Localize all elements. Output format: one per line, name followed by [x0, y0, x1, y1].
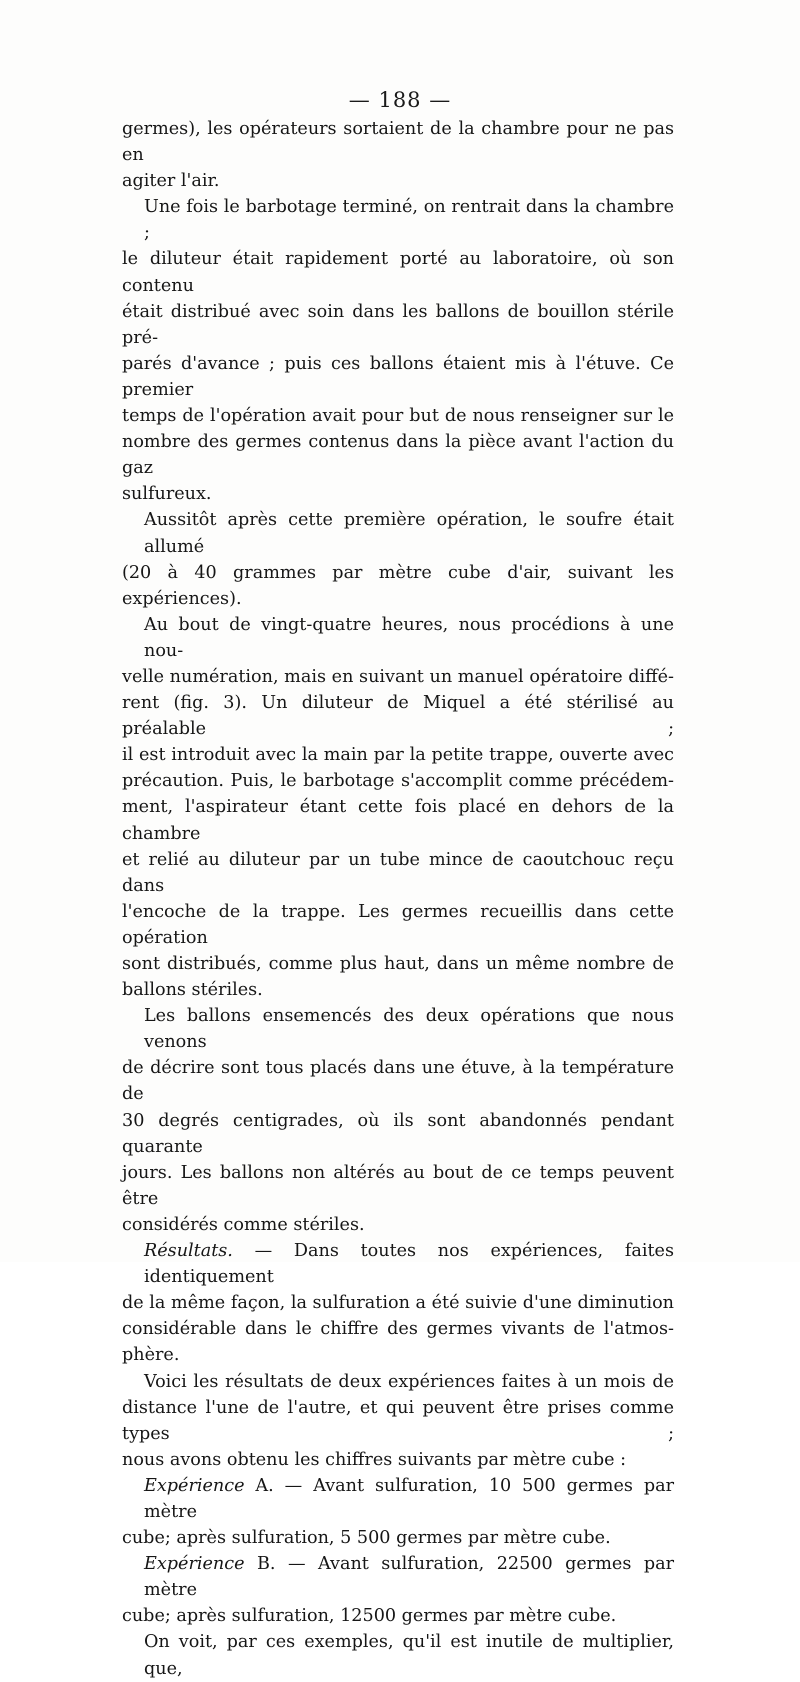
paragraph: [122, 116, 674, 194]
section-lead: Résultats.: [144, 1241, 233, 1262]
text-line: [122, 1551, 674, 1603]
text-line: cube; après sulfuration, 12500 germes par mètre cube.: [122, 1606, 617, 1627]
text-line: Aussitôt après cette première opération, le soufre était allumé: [144, 510, 674, 557]
text-line: précaution. Puis, le barbotage s'accomplit comme précédem-: [122, 771, 674, 792]
experiment-label: Expérience: [144, 1554, 245, 1575]
text-line: ment, l'aspirateur étant cette fois placé en dehors de la chambre: [122, 797, 674, 844]
text-line: Les ballons ensemencés des deux opérations que nous venons: [144, 1006, 674, 1053]
text-line: Au bout de vingt-quatre heures, nous procédions à une nou-: [144, 614, 674, 661]
text-line: germes), les opérateurs sortaient de la chambre pour ne pas en: [122, 119, 674, 166]
text-line: considérable dans le chiffre des germes vivants de l'atmos-: [122, 1319, 674, 1340]
paragraph: [122, 507, 674, 611]
text-line: Une fois le barbotage terminé, on rentrait dans la chambre ;: [144, 197, 674, 244]
text-line: sulfureux.: [122, 484, 212, 505]
paragraph: [122, 1238, 674, 1368]
text-line: [122, 1238, 674, 1290]
text-line: le diluteur était rapidement porté au laboratoire, où son contenu: [122, 249, 674, 296]
text-line: velle numération, mais en suivant un manuel opératoire diffé-: [122, 666, 674, 687]
text-line: (20 à 40 grammes par mètre cube d'air, suivant les expériences).: [122, 562, 674, 609]
text-line: 30 degrés centigrades, où ils sont abandonnés pendant quarante: [122, 1110, 674, 1157]
text-line: ballons stériles.: [122, 980, 263, 1001]
text-line: il est introduit avec la main par la petite trappe, ouverte avec: [122, 745, 674, 766]
paragraph: [122, 1003, 674, 1238]
text-line: [122, 1473, 674, 1525]
text-line: considérés comme stériles.: [122, 1214, 365, 1235]
paragraph: [122, 1551, 674, 1629]
text-line: distance l'une de l'autre, et qui peuvent être prises comme types ;: [122, 1397, 674, 1444]
text-line: cube; après sulfuration, 5 500 germes par mètre cube.: [122, 1528, 611, 1549]
text-run: — Dans toutes nos expériences, faites identiquement: [144, 1241, 674, 1288]
body-text: [122, 116, 674, 1682]
text-line: On voit, par ces exemples, qu'il est inutile de multiplier, que,: [144, 1632, 674, 1679]
experiment-label: Expérience: [144, 1475, 245, 1496]
text-line: parés d'avance ; puis ces ballons étaient mis à l'étuve. Ce premier: [122, 353, 674, 400]
text-line: rent (fig. 3). Un diluteur de Miquel a été stérilisé au préalable ;: [122, 693, 674, 740]
paragraph: [122, 194, 674, 507]
text-line: Voici les résultats de deux expériences faites à un mois de: [144, 1371, 674, 1392]
paragraph: [122, 1629, 674, 1681]
text-line: jours. Les ballons non altérés au bout de ce temps peuvent être: [122, 1162, 674, 1209]
text-line: sont distribués, comme plus haut, dans un même nombre de: [122, 954, 674, 974]
text-line: était distribué avec soin dans les ballons de bouillon stérile pré-: [122, 301, 674, 348]
text-line: de la même façon, la sulfuration a été suivie d'une diminution: [122, 1293, 674, 1314]
text-line: nous avons obtenu les chiffres suivants par mètre cube :: [122, 1449, 627, 1470]
text-line: et relié au diluteur par un tube mince de caoutchouc reçu dans: [122, 849, 674, 896]
paragraph: [122, 1473, 674, 1551]
text-line: phère.: [122, 1345, 180, 1366]
text-line: nombre des germes contenus dans la pièce avant l'action du gaz: [122, 432, 674, 479]
text-line: de décrire sont tous placés dans une étuve, à la température de: [122, 1058, 674, 1105]
text-line: agiter l'air.: [122, 171, 220, 192]
paragraph: [122, 612, 674, 1003]
text-line: temps de l'opération avait pour but de nous renseigner sur le: [122, 406, 674, 427]
paragraph: [122, 1369, 674, 1473]
page-number: — 188 —: [348, 88, 452, 112]
text-line: l'encoche de la trappe. Les germes recueillis dans cette opération: [122, 901, 674, 948]
text-run: A. — Avant sulfuration, 10 500 germes par mètre: [144, 1475, 674, 1522]
text-run: B. — Avant sulfuration, 22500 germes par mètre: [144, 1554, 674, 1601]
